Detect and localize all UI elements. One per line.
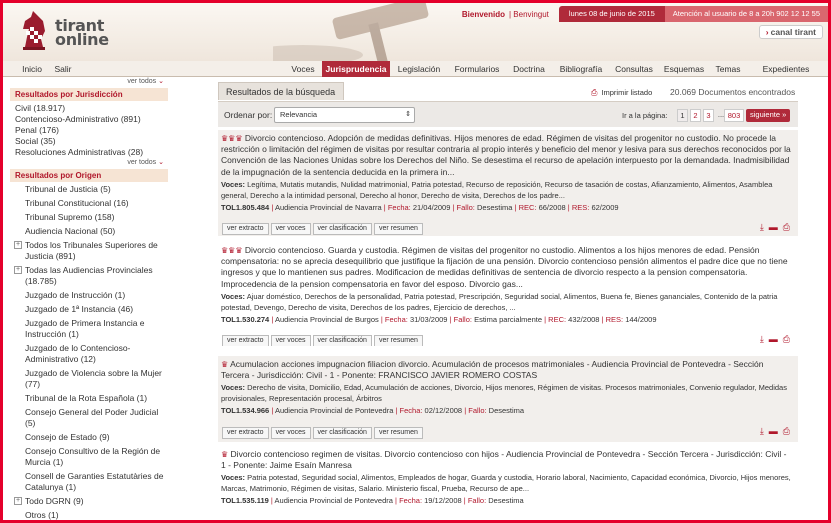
origen-item[interactable]: Tribunal de la Rota Española (1) — [25, 393, 148, 403]
ver-todos-link[interactable]: ver todos ⌄ — [127, 159, 164, 166]
sort-select[interactable]: Relevancia ⇕ — [274, 107, 415, 123]
result-voces: Voces: Derecho de visita, Domicilio, Edad, Acumulación de acciones, Divorcio, Hijos menores, Régimen de visitas. Procesos matrimoniales, Convenio regulador, Medidas provisionales, Representación procesal, Árbitros — [221, 383, 787, 404]
relevance-icon: ♛♛♛ — [221, 246, 243, 255]
origen-item[interactable]: Juzgado de Primera Instancia e Instrucción (1) — [25, 318, 145, 339]
result-title[interactable]: ♛♛♛ Divorcio contencioso. Adopción de medidas definitivas. Hijos menores de edad. Régimen de visitas del progenitor no custodio. No procede la restricción o limitación del régimen de visitas por resultar contraria al propio interés y beneficio del menor y lesiva para sus derechos reconocidos por la Convención de las Naciones Unidas sobre los Derechos del Niño. Se desestima el recurso de apelación interpuesto por la demandada. Inadmisibilidad de la impugnación de la sentencia deducida en la primera in... — [221, 133, 791, 177]
print-list-button[interactable]: ⎙ Imprimir listado — [591, 88, 653, 97]
relevance-icon: ♛ — [221, 360, 229, 369]
jurisdiccion-item[interactable]: Civil (18.917) — [15, 103, 66, 113]
result-tools — [755, 222, 790, 233]
result-voces: Voces: Ajuar doméstico, Derechos de la personalidad, Patria potestad, Prescripción, Seguridad social, Alimentos, Buena fe, Bienes gananciales, Contenido de la patria potestad, Devengo, Derecho de visita, Derechos de los padres, Ejercicio de derechos, ... — [221, 291, 778, 312]
main-nav — [3, 61, 828, 77]
result-title[interactable]: ♛ Divorcio contencioso regimen de visitas. Divorcio contencioso con hijos - Audiencia Provincial de Pontevedra - Sección Tercera - Jurisdicción: Civil - 1 - Ponente: Jaime Esaín Manresa — [221, 449, 787, 471]
tab-temas[interactable]: Temas — [715, 64, 741, 74]
sidebar — [10, 77, 168, 520]
jurisdiccion-item[interactable]: Resoluciones Administrativas (28) — [15, 147, 144, 157]
printer-icon: ⎙ — [591, 88, 598, 97]
result-item — [218, 130, 798, 236]
download-icon[interactable]: ⤓ — [759, 426, 764, 436]
printer-icon[interactable]: ⎙ — [782, 426, 790, 436]
document-count: 20.069 Documentos encontrados — [670, 87, 796, 97]
result-actions — [222, 222, 425, 234]
tab-doctrina[interactable]: Doctrina — [513, 64, 545, 74]
welcome-text: Bienvenido — [461, 9, 505, 19]
logo[interactable] — [17, 9, 117, 55]
jurisdiccion-heading: Resultados por Jurisdicción — [10, 88, 168, 101]
result-meta: TOL1.805.484 | Audiencia Provincial de Navarra | Fecha: 21/04/2009 | Fallo: Desestima | REC: 66/2008 | RES: 62/2009 — [221, 202, 619, 212]
logo-text-tirant: tirant — [55, 16, 105, 35]
results-toolbar — [218, 101, 798, 127]
ver-resumen-button[interactable]: ver resumen — [374, 335, 423, 346]
result-meta: TOL1.535.119 | Audiencia Provincial de Pontevedra | Fecha: 19/12/2008 | Fallo: Desestima — [221, 496, 524, 506]
jurisdiccion-item[interactable]: Social (35) — [15, 136, 56, 146]
ver-voces-button[interactable]: ver voces — [271, 427, 311, 439]
nav-salir[interactable]: Salir — [54, 64, 72, 74]
tab-esquemas[interactable]: Esquemas — [663, 64, 705, 74]
result-meta: TOL1.530.274 | Audiencia Provincial de Burgos | Fecha: 31/03/2009 | Fallo: Estima parcialmente | REC: 432/2008 | RES: 144/2009 — [221, 314, 657, 324]
result-actions — [222, 426, 425, 438]
folder-icon[interactable]: ▬ — [768, 334, 778, 344]
next-page-button[interactable]: siguiente » — [746, 109, 790, 122]
current-date: lunes 08 de junio de 2015 — [559, 6, 665, 22]
gavel-background-image — [273, 3, 493, 61]
jurisdiccion-list — [10, 103, 168, 158]
origen-item[interactable]: Consejo General del Poder Judicial (5) — [25, 407, 159, 428]
top-bar — [462, 6, 828, 22]
origen-heading: Resultados por Origen — [10, 169, 168, 182]
nav-inicio[interactable]: Inicio — [22, 64, 42, 74]
origen-item[interactable]: Consejo Consultivo de la Región de Murcia (1) — [25, 446, 161, 467]
tab-expedientes[interactable]: Expedientes — [762, 64, 810, 74]
goto-page-label: Ir a la página: — [622, 111, 668, 120]
support-phone: Atención al usuario de 8 a 20h 902 12 12 55 — [665, 6, 828, 22]
result-tools — [755, 426, 790, 437]
tab-jurisprudencia[interactable]: Jurisprudencia — [322, 61, 390, 77]
knight-logo-icon — [17, 9, 51, 51]
ver-extracto-button[interactable]: ver extracto — [222, 335, 269, 346]
ver-clasificacion-button[interactable]: ver clasificación — [313, 427, 372, 439]
origen-item[interactable]: Audiencia Nacional (50) — [25, 226, 116, 236]
tab-bibliografia[interactable]: Bibliografía — [559, 64, 603, 74]
chevron-down-icon: ⌄ — [158, 159, 164, 166]
ver-voces-button[interactable]: ver voces — [271, 335, 311, 346]
ver-extracto-button[interactable]: ver extracto — [222, 223, 269, 235]
result-title[interactable]: ♛♛♛ Divorcio contencioso. Guarda y custodia. Régimen de visitas del progenitor no custodio. Alimentos a los hijos menores de edad. Pensión compensatoria: no se aprecia desequilibrio que justifique la fijación de una pensión. Divorcio contencioso pensión alimentos el padre dice que no tiene ingresos y que lo mantienen sus padres. Modificacion de medidas definitivas de sentencia de divorcio respecto a la pension compensatoria. Improcedencia de la pension compensatoria en favor del esposo. Divorcio gas... — [221, 245, 788, 289]
page-2[interactable]: 2 — [690, 109, 701, 122]
origen-item[interactable]: Tribunal de Justicia (5) — [25, 184, 111, 194]
canal-tirant-button[interactable]: › canal tirant — [759, 25, 823, 39]
result-meta: TOL1.534.966 | Audiencia Provincial de Pontevedra | Fecha: 02/12/2008 | Fallo: Desestima — [221, 406, 525, 416]
result-voces: Voces: Patria potestad, Seguridad social, Alimentos, Empleados de hogar, Guarda y custodia, Horario laboral, Nacimiento, Capacidad económica, Divorcio, Hijos menores, Marcas, Matrimonio, Régimen de visitas, Salario. Ministerio fiscal, Prueba, Recurso de ape... — [221, 473, 791, 494]
sort-label: Ordenar por: — [224, 110, 273, 120]
origen-item[interactable]: Consejo de Estado (9) — [25, 432, 110, 442]
result-actions — [222, 334, 425, 346]
chevron-down-icon: ⌄ — [158, 78, 164, 85]
logo-text-online: online — [55, 30, 109, 49]
origen-item[interactable]: Juzgado de Instrucción (1) — [25, 290, 126, 300]
folder-icon[interactable]: ▬ — [768, 222, 778, 232]
tab-formularios[interactable]: Formularios — [454, 64, 500, 74]
page-3[interactable]: 3 — [703, 109, 714, 122]
expand-plus-icon[interactable]: + — [15, 266, 21, 273]
result-item — [218, 242, 798, 346]
origen-item[interactable]: Tribunal Constitucional (16) — [25, 198, 129, 208]
welcome-alt-text: | Benvingut — [509, 9, 549, 19]
select-arrows-icon: ⇕ — [405, 111, 411, 118]
printer-icon[interactable]: ⎙ — [782, 222, 790, 232]
tab-consultas[interactable]: Consultas — [615, 64, 653, 74]
result-item — [218, 446, 798, 523]
page-803[interactable]: 803 — [724, 109, 744, 122]
origen-item[interactable]: Juzgado de lo Contencioso-Administrativo (12) — [25, 343, 131, 364]
origen-item[interactable]: + Todos los Tribunales Superiores de Justicia (891) — [15, 240, 158, 261]
ver-resumen-button[interactable]: ver resumen — [374, 223, 423, 235]
download-icon[interactable]: ⤓ — [759, 334, 764, 344]
result-item — [218, 356, 798, 442]
origen-item[interactable]: Tribunal Supremo (158) — [25, 212, 115, 222]
tab-voces[interactable]: Voces — [291, 64, 315, 74]
ver-clasificacion-button[interactable]: ver clasificación — [313, 223, 372, 235]
ver-voces-button[interactable]: ver voces — [271, 223, 311, 235]
results-tab[interactable]: Resultados de la búsqueda — [218, 82, 344, 100]
origen-item[interactable]: Juzgado de 1ª Instancia (46) — [25, 304, 134, 314]
origen-item[interactable]: Otros (1) — [25, 510, 59, 520]
header — [3, 3, 828, 61]
main-content — [218, 82, 798, 523]
jurisdiccion-item[interactable]: Penal (176) — [15, 125, 59, 135]
relevance-icon: ♛ — [221, 450, 229, 459]
origen-item[interactable]: Consell de Garanties Estatutàries de Catalunya (1) — [25, 471, 164, 492]
expand-plus-icon[interactable]: + — [15, 497, 21, 504]
expand-plus-icon[interactable]: + — [15, 241, 21, 248]
origen-item[interactable]: + Todo DGRN (9) — [15, 496, 84, 506]
ver-todos-link[interactable]: ver todos ⌄ — [127, 78, 164, 85]
printer-icon[interactable]: ⎙ — [782, 334, 790, 344]
relevance-icon: ♛♛♛ — [221, 134, 243, 143]
result-tools — [755, 334, 790, 345]
ver-clasificacion-button[interactable]: ver clasificación — [313, 335, 372, 346]
page-1[interactable]: 1 — [677, 109, 688, 122]
ver-extracto-button[interactable]: ver extracto — [222, 427, 269, 439]
tab-legislacion[interactable]: Legislación — [397, 64, 441, 74]
jurisdiccion-item[interactable]: Contencioso-Administrativo (891) — [15, 114, 141, 124]
ver-resumen-button[interactable]: ver resumen — [374, 427, 423, 439]
result-title[interactable]: ♛ Acumulacion acciones impugnacion filiacion divorcio. Acumulación de procesos matrimoniales - Audiencia Provincial de Pontevedra - Sección Tercera - Jurisdicción: Civil - 1 - Ponente: FRANCISCO JAVIER ROMERO COSTAS — [221, 359, 764, 381]
origen-item[interactable]: + Todas las Audiencias Provinciales (18.785) — [15, 265, 153, 286]
origen-item[interactable]: Juzgado de Violencia sobre la Mujer (77) — [25, 368, 162, 389]
folder-icon[interactable]: ▬ — [768, 426, 778, 436]
result-voces: Voces: Legítima, Mutatis mutandis, Nulidad matrimonial, Patria potestad, Recurso de reposición, Recurso de tasación de costas, Afianzamiento, Alimentos, Asamblea general, Derecho a la intimidad personal, Derecho al honor, Derecho de visita, Derechos de los padre... — [221, 179, 773, 200]
page-ellipsis: ... — [717, 110, 725, 119]
origen-list — [10, 184, 168, 520]
arrow-icon: › — [765, 27, 769, 37]
download-icon[interactable]: ⤓ — [759, 222, 764, 232]
